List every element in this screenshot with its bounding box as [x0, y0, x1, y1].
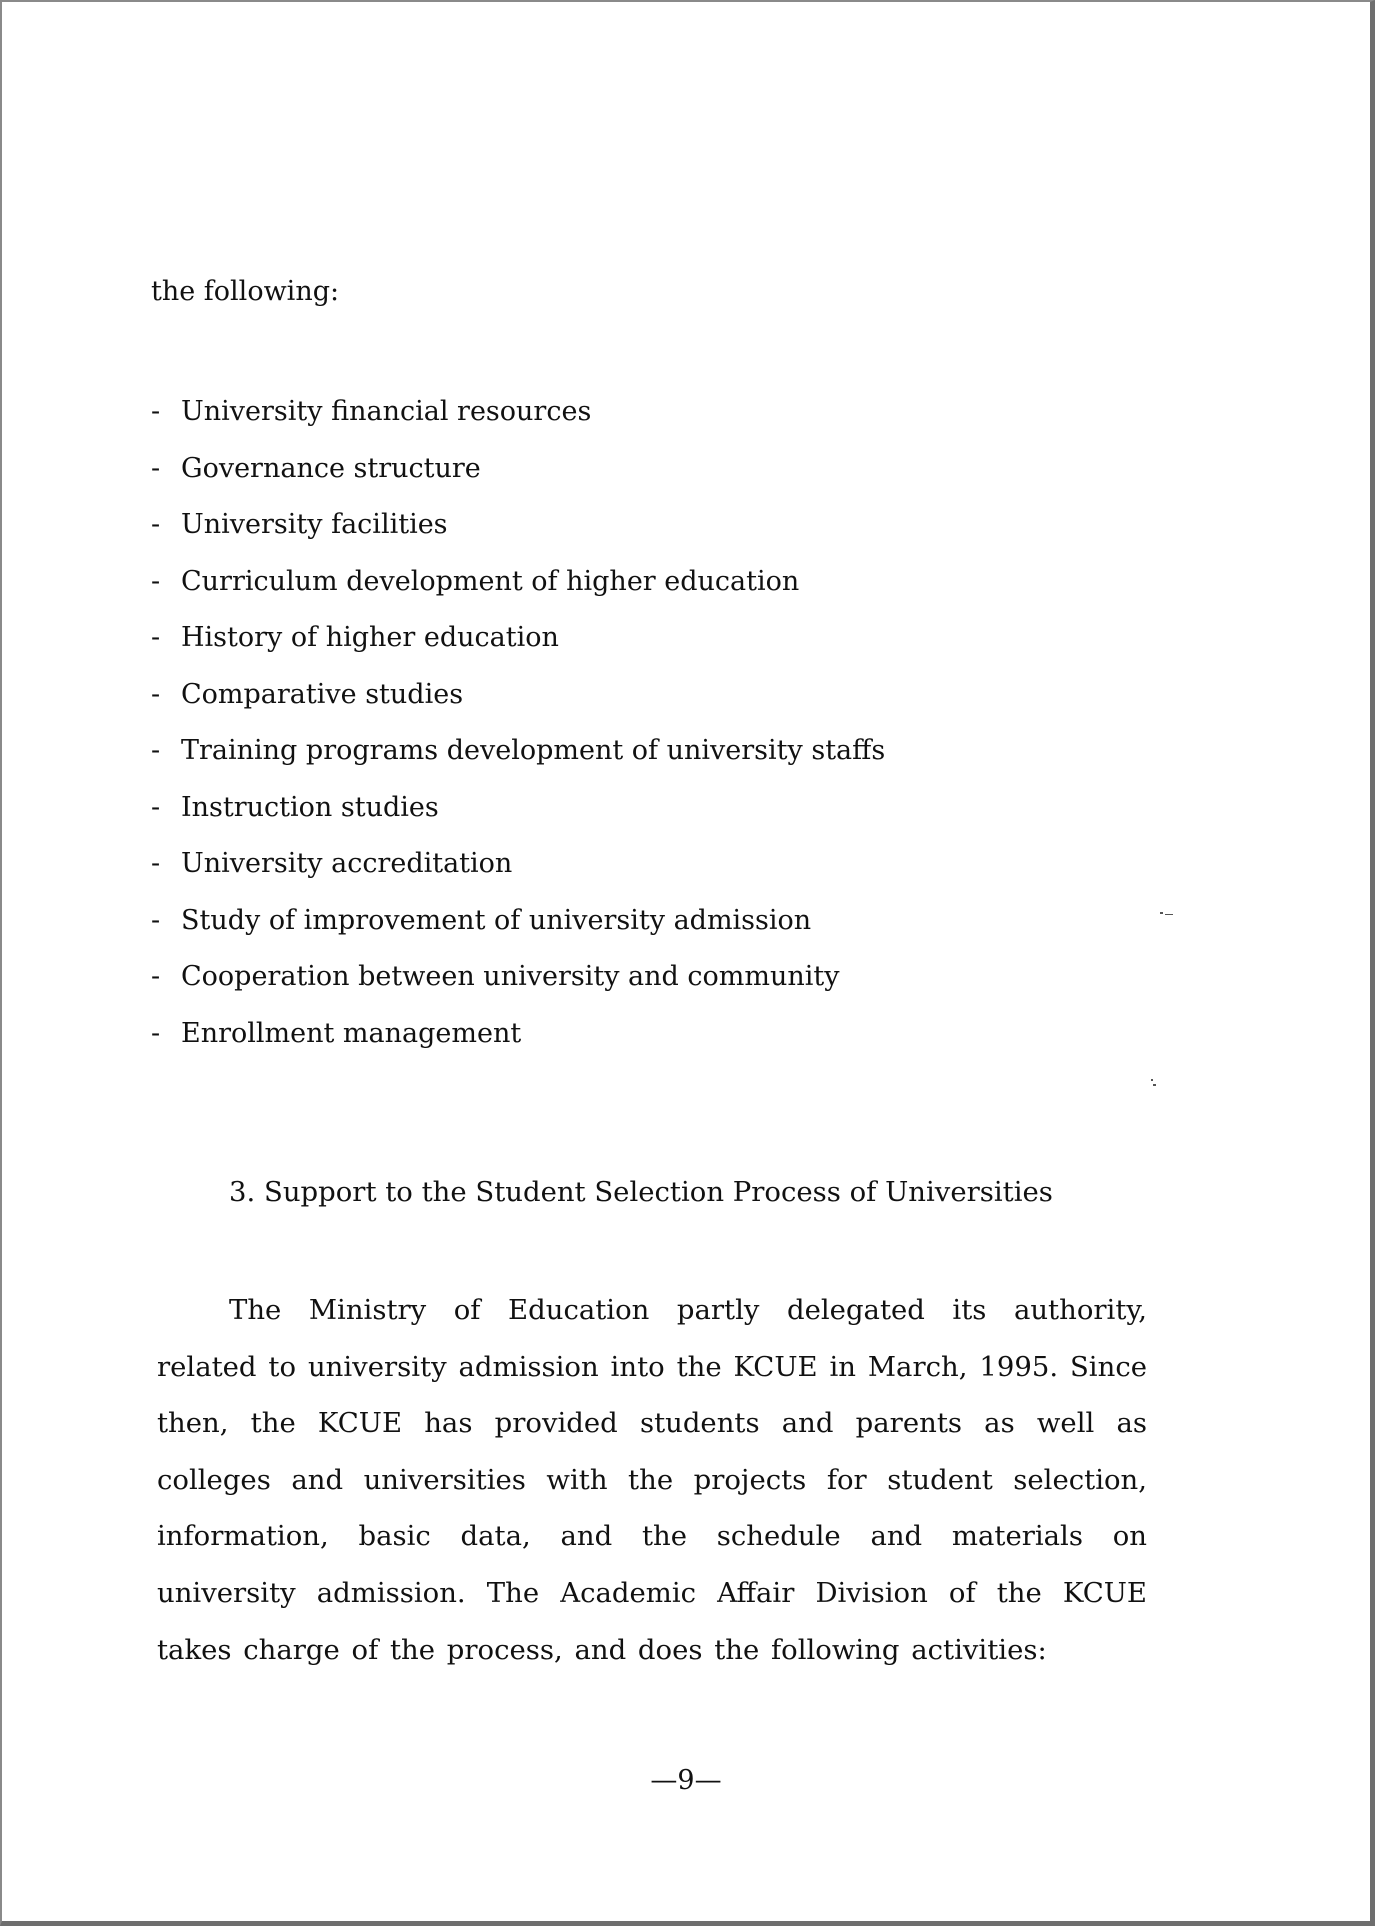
list-item	[151, 836, 885, 893]
page-content	[2, 2, 1370, 1921]
list-marker: -	[151, 452, 161, 484]
topic-list	[151, 384, 885, 1062]
list-marker: -	[151, 396, 161, 427]
list-item-text: Comparative studies	[181, 678, 464, 710]
list-marker: -	[151, 961, 161, 992]
scan-speck	[1165, 914, 1173, 915]
body-paragraph: The Ministry of Education partly delegated its authority, related to university admission into the KCUE in March, 1995. Since then, the KCUE has provided students and parents as well as colleges and universities with the projects for student selection, information, basic data, and the schedule and materials on university admission. The Academic Affair Division of the KCUE takes charge of the process, and does the following activities:	[157, 1294, 1147, 1666]
list-item	[151, 384, 885, 441]
list-item-text: University financial resources	[181, 396, 592, 427]
intro-text: the following:	[151, 276, 340, 307]
list-item	[151, 497, 885, 554]
list-item	[151, 441, 885, 498]
scan-speck	[1151, 1079, 1153, 1081]
list-item	[151, 554, 885, 611]
list-marker: -	[151, 791, 161, 823]
list-marker: -	[151, 678, 161, 710]
section-heading: 3. Support to the Student Selection Process of Universities	[229, 1176, 1053, 1208]
list-item-text: Curriculum development of higher education	[181, 565, 800, 597]
list-item-text: Instruction studies	[181, 791, 439, 823]
list-item-text: History of higher education	[181, 622, 559, 653]
list-item	[151, 780, 885, 837]
list-item-text: Training programs development of university staffs	[181, 735, 886, 766]
list-marker: -	[151, 1017, 161, 1049]
list-marker: -	[151, 622, 161, 653]
list-item-text: Study of improvement of university admission	[181, 904, 812, 936]
list-marker: -	[151, 735, 161, 766]
list-marker: -	[151, 565, 161, 597]
list-item	[151, 610, 885, 667]
list-item-text: Enrollment management	[181, 1017, 522, 1049]
list-item	[151, 949, 885, 1006]
list-item	[151, 667, 885, 724]
list-marker: -	[151, 848, 161, 879]
scan-speck	[1160, 912, 1163, 914]
list-item	[151, 723, 885, 780]
list-item-text: Governance structure	[181, 452, 481, 484]
list-marker: -	[151, 509, 161, 540]
page-number: —9—	[650, 1765, 722, 1796]
scan-speck	[1153, 1084, 1156, 1086]
list-item-text: Cooperation between university and community	[181, 961, 840, 992]
list-item	[151, 1006, 885, 1063]
list-marker: -	[151, 904, 161, 936]
list-item-text: University accreditation	[181, 848, 513, 879]
list-item-text: University facilities	[181, 509, 448, 540]
list-item	[151, 893, 885, 950]
